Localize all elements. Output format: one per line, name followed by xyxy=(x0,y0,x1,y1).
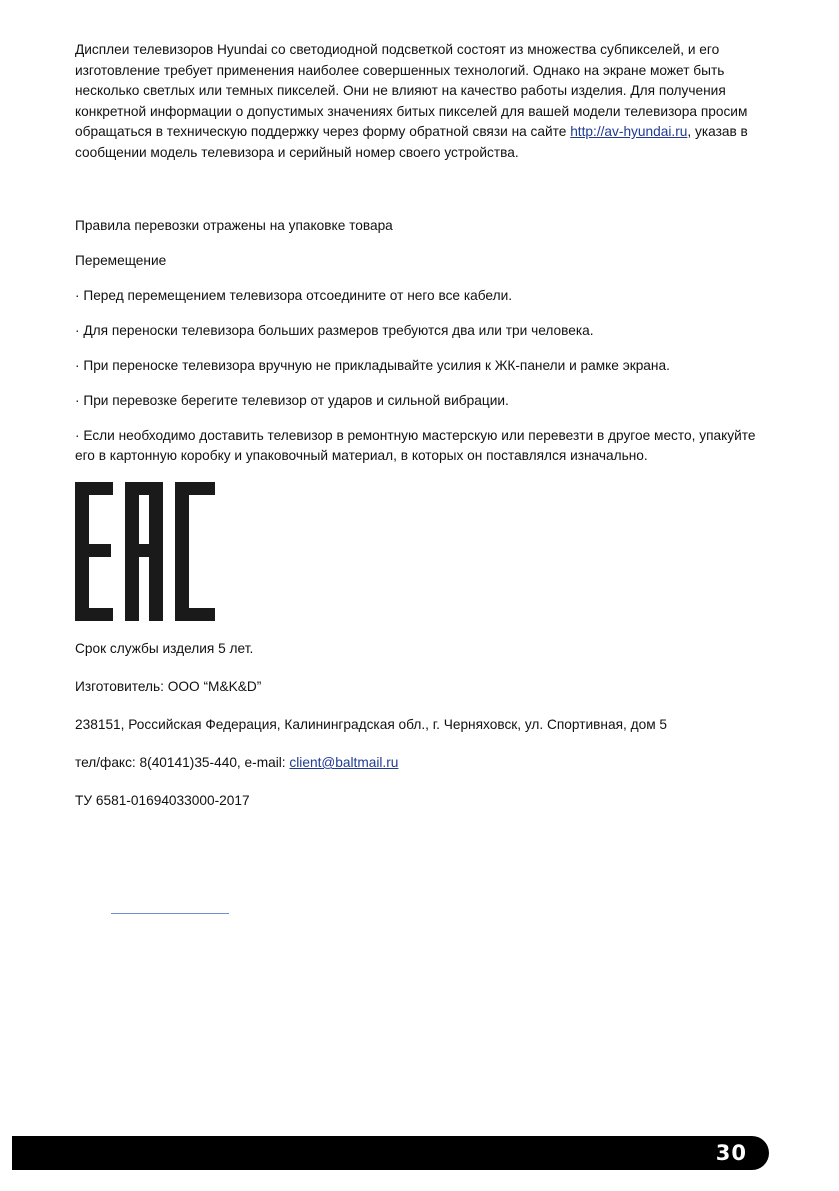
contact-prefix: тел/факс: 8(40141)35-440, e-mail: xyxy=(75,755,290,770)
footnote-divider xyxy=(111,913,229,914)
transport-heading: Правила перевозки отражены на упаковке товара xyxy=(75,218,393,233)
page-body xyxy=(75,40,775,466)
intro-paragraph xyxy=(75,40,775,163)
footer-bar xyxy=(12,1136,769,1170)
eac-certification-mark xyxy=(75,482,215,621)
intro-text: Дисплеи телевизоров Hyundai со светодиодной подсветкой состоят из множества субпикселей, и его изготовление требует применения наиболее совершенных технологий. Однако на экране может быть несколько светлых или темных пикселей. Они не влияют на качество работы изделия. Для получения конкретной информации о допустимых значениях битых пикселей для вашей модели телевизора просим обращаться в техническую поддержку через форму обратной связи на сайте xyxy=(75,42,748,139)
manufacturer: Изготовитель: ООО “M&K&D” xyxy=(75,679,262,694)
bullet-item: · При перевозке берегите телевизор от ударов и сильной вибрации. xyxy=(75,393,509,408)
email-link[interactable]: client@baltmail.ru xyxy=(289,755,399,770)
bullet-item: · Перед перемещением телевизора отсоедините от него все кабели. xyxy=(75,288,513,303)
contact-line xyxy=(75,754,398,772)
intro-text-end: , указав в сообщении модель телевизора и серийный номер своего устройства. xyxy=(75,124,748,160)
service-life: Срок службы изделия 5 лет. xyxy=(75,641,254,656)
transport-subheading: Перемещение xyxy=(75,253,167,268)
page-number: 30 xyxy=(715,1141,747,1165)
bullet-item: · Для переноски телевизора больших размеров требуются два или три человека. xyxy=(75,323,594,338)
address: 238151, Российская Федерация, Калининградская обл., г. Черняховск, ул. Спортивная, дом 5 xyxy=(75,717,668,732)
bullet-item: · Если необходимо доставить телевизор в ремонтную мастерскую или перевезти в другое место, упакуйте его в картонную коробку и упаковочный материал, в которых он поставлялся изначально. xyxy=(75,428,756,463)
bullet-item: · При переноске телевизора вручную не прикладывайте усилия к ЖК-панели и рамке экрана. xyxy=(75,358,670,373)
spec-number: ТУ 6581-01694033000-2017 xyxy=(75,793,250,808)
website-link[interactable]: http://av-hyundai.ru xyxy=(570,124,688,139)
